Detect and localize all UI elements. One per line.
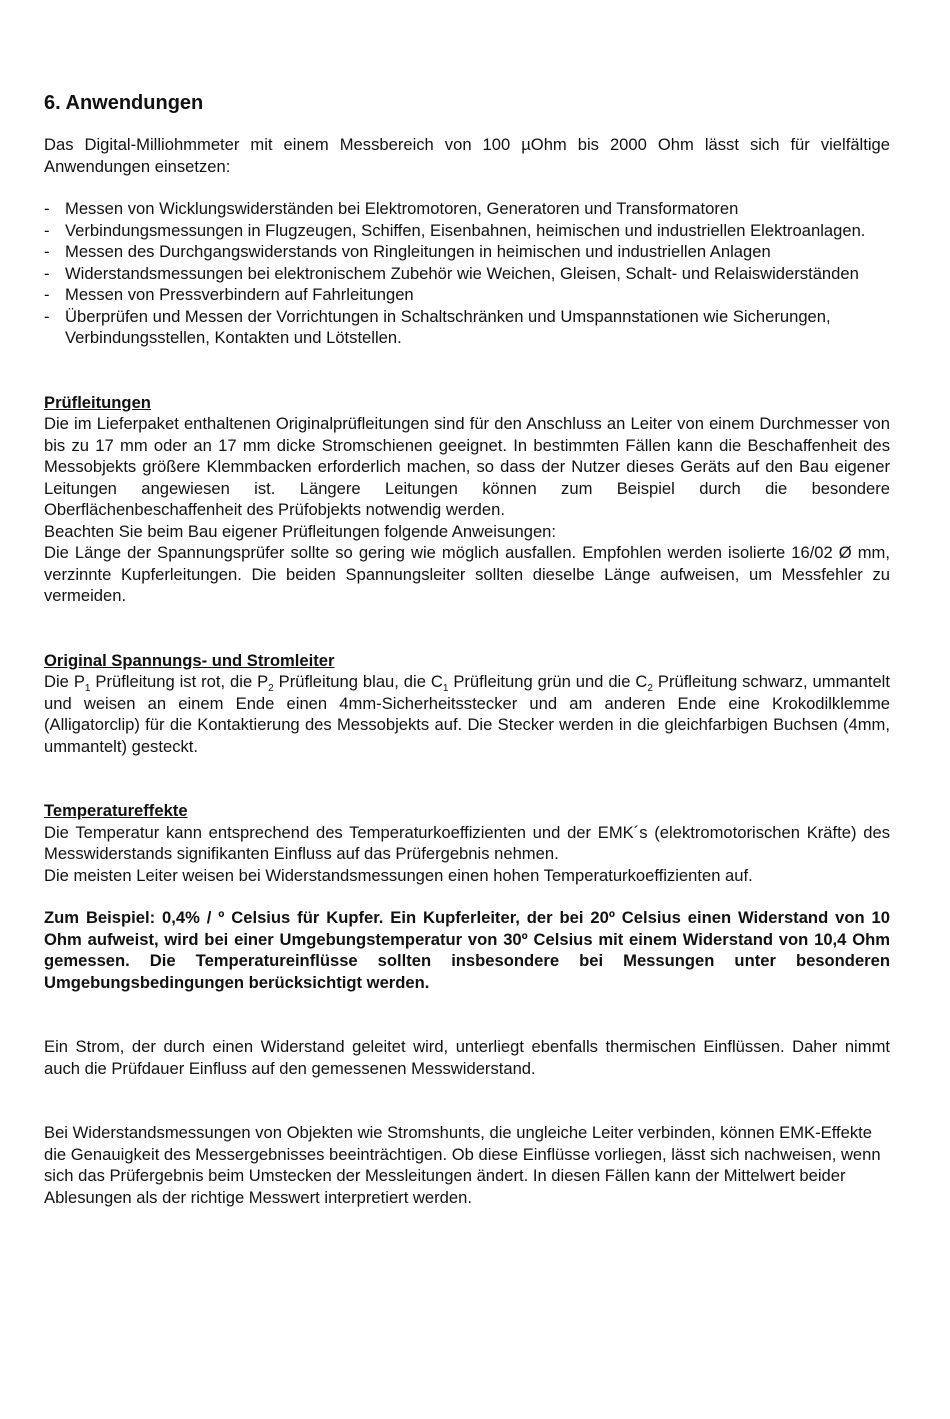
subscript: 2 xyxy=(647,683,653,694)
bullet-marker: - xyxy=(44,263,50,283)
bullet-marker: - xyxy=(44,199,50,218)
spacer xyxy=(44,757,890,800)
pruefleitungen-paragraph-2: Beachten Sie beim Bau eigener Prüfleitungen folgende Anweisungen: xyxy=(44,521,557,541)
list-item xyxy=(44,263,890,285)
temperatur-paragraph-2: Die meisten Leiter weisen bei Widerstandsmessungen einen hohen Temperaturkoeffizienten auf. xyxy=(44,865,753,885)
bullet-marker: - xyxy=(44,306,50,326)
temperatur-paragraph-3: Ein Strom, der durch einen Widerstand geleitet wird, unterliegt ebenfalls thermischen Einflüssen. Daher nimmt auch die Prüfdauer Einfluss auf den gemessenen Messwiderstand. xyxy=(44,1037,890,1078)
list-item-text: Widerstandsmessungen bei elektronischem Zubehör wie Weichen, Gleisen, Schalt- und Relaiswiderständen xyxy=(65,263,859,283)
document-page xyxy=(44,90,890,1208)
spacer xyxy=(44,177,890,198)
pruefleitungen-heading: Prüfleitungen xyxy=(44,392,151,412)
intro-paragraph: Das Digital-Milliohmmeter mit einem Messbereich von 100 µOhm bis 2000 Ohm lässt sich für vielfältige Anwendungen einsetzen: xyxy=(44,135,890,176)
text-run: Prüfleitung grün und die C xyxy=(448,672,648,691)
bullet-marker: - xyxy=(44,220,50,240)
list-item-text: Verbindungsmessungen in Flugzeugen, Schiffen, Eisenbahnen, heimischen und industriellen Elektroanlagen. xyxy=(65,220,866,240)
original-leiter-heading: Original Spannungs- und Stromleiter xyxy=(44,650,335,670)
spacer xyxy=(44,349,890,392)
text-run: Die P xyxy=(44,672,85,691)
spacer xyxy=(44,1079,890,1122)
spacer xyxy=(44,607,890,650)
list-item-text: Messen des Durchgangswiderstands von Ringleitungen in heimischen und industriellen Anlagen xyxy=(65,242,771,261)
list-item xyxy=(44,306,890,349)
original-leiter-paragraph xyxy=(44,671,890,757)
list-item-text: Messen von Wicklungswiderständen bei Elektromotoren, Generatoren und Transformatoren xyxy=(65,199,739,218)
list-item xyxy=(44,284,890,306)
list-item xyxy=(44,241,890,263)
temperatur-paragraph-1: Die Temperatur kann entsprechend des Temperaturkoeffizienten und der EMK´s (elektromotorischen Kräfte) des Messwiderstands signifikanten Einfluss auf das Prüfergebnis nehmen. xyxy=(44,822,890,863)
subscript: 1 xyxy=(84,683,91,694)
applications-list xyxy=(44,198,890,349)
text-run: Prüfleitung ist rot, die P xyxy=(90,672,269,691)
bullet-marker: - xyxy=(44,285,50,304)
section-title: 6. Anwendungen xyxy=(44,92,204,114)
temperatureffekte-heading: Temperatureffekte xyxy=(44,801,188,820)
temperatur-paragraph-4: Bei Widerstandsmessungen von Objekten wie Stromshunts, die ungleiche Leiter verbinden, können EMK-Effekte die Genauigkeit des Messergebnisses beeinträchtigen. Ob diese Einflüsse vorliegen, lässt sich nachweisen, wenn sich das Prüfergebnis beim Umstecken der Messleitungen ändert. In diesen Fällen kann der Mittelwert beider Ablesungen als der richtige Messwert interpretiert werden. xyxy=(44,1123,881,1207)
text-run: Prüfleitung blau, die C xyxy=(273,672,443,691)
spacer xyxy=(44,993,890,1036)
list-item xyxy=(44,198,890,220)
subscript: 1 xyxy=(442,683,449,694)
list-item-text: Überprüfen und Messen der Vorrichtungen in Schaltschränken und Umspannstationen wie Sicherungen, Verbindungsstellen, Kontakten und Lötstellen. xyxy=(65,306,831,347)
text-run: Prüfleitung schwarz, ummantelt und weisen an einem Ende einen 4mm-Sicherheitsstecker und am anderen Ende eine Krokodilklemme (Alligatorclip) für die Kontaktierung des Messobjekts auf. Die Stecker werden in die gleichfarbigen Buchsen (4mm, ummantelt) gesteckt. xyxy=(44,672,890,756)
bullet-marker: - xyxy=(44,242,50,261)
temperatur-example-paragraph: Zum Beispiel: 0,4% / º Celsius für Kupfer. Ein Kupferleiter, der bei 20º Celsius einen Widerstand von 10 Ohm aufweist, wird bei einer Umgebungstemperatur von 30º Celsius mit einem Widerstand von 10,4 Ohm gemessen. Die Temperatureinflüsse sollten insbesondere bei Messungen unter besonderen Umgebungsbedingungen berücksichtigt werden. xyxy=(44,908,890,992)
list-item-text: Messen von Pressverbindern auf Fahrleitungen xyxy=(65,285,414,304)
subscript: 2 xyxy=(268,683,274,694)
list-item xyxy=(44,220,890,242)
spacer xyxy=(44,886,890,907)
pruefleitungen-paragraph-1: Die im Lieferpaket enthaltenen Originalprüfleitungen sind für den Anschluss an Leiter von einem Durchmesser von bis zu 17 mm oder an 17 mm dicke Stromschienen geeignet. In bestimmten Fällen kann die Beschaffenheit des Messobjekts größere Klemmbacken erforderlich machen, so dass der Nutzer dieses Geräts auf den Bau eigener Leitungen angewiesen ist. Längere Leitungen können zum Beispiel durch die besondere Oberflächenbeschaffenheit des Prüfobjekts notwendig werden. xyxy=(44,414,890,519)
pruefleitungen-paragraph-3: Die Länge der Spannungsprüfer sollte so gering wie möglich ausfallen. Empfohlen werden isolierte 16/02 Ø mm, verzinnte Kupferleitungen. Die beiden Spannungsleiter sollten dieselbe Länge aufweisen, um Messfehler zu vermeiden. xyxy=(44,543,890,605)
